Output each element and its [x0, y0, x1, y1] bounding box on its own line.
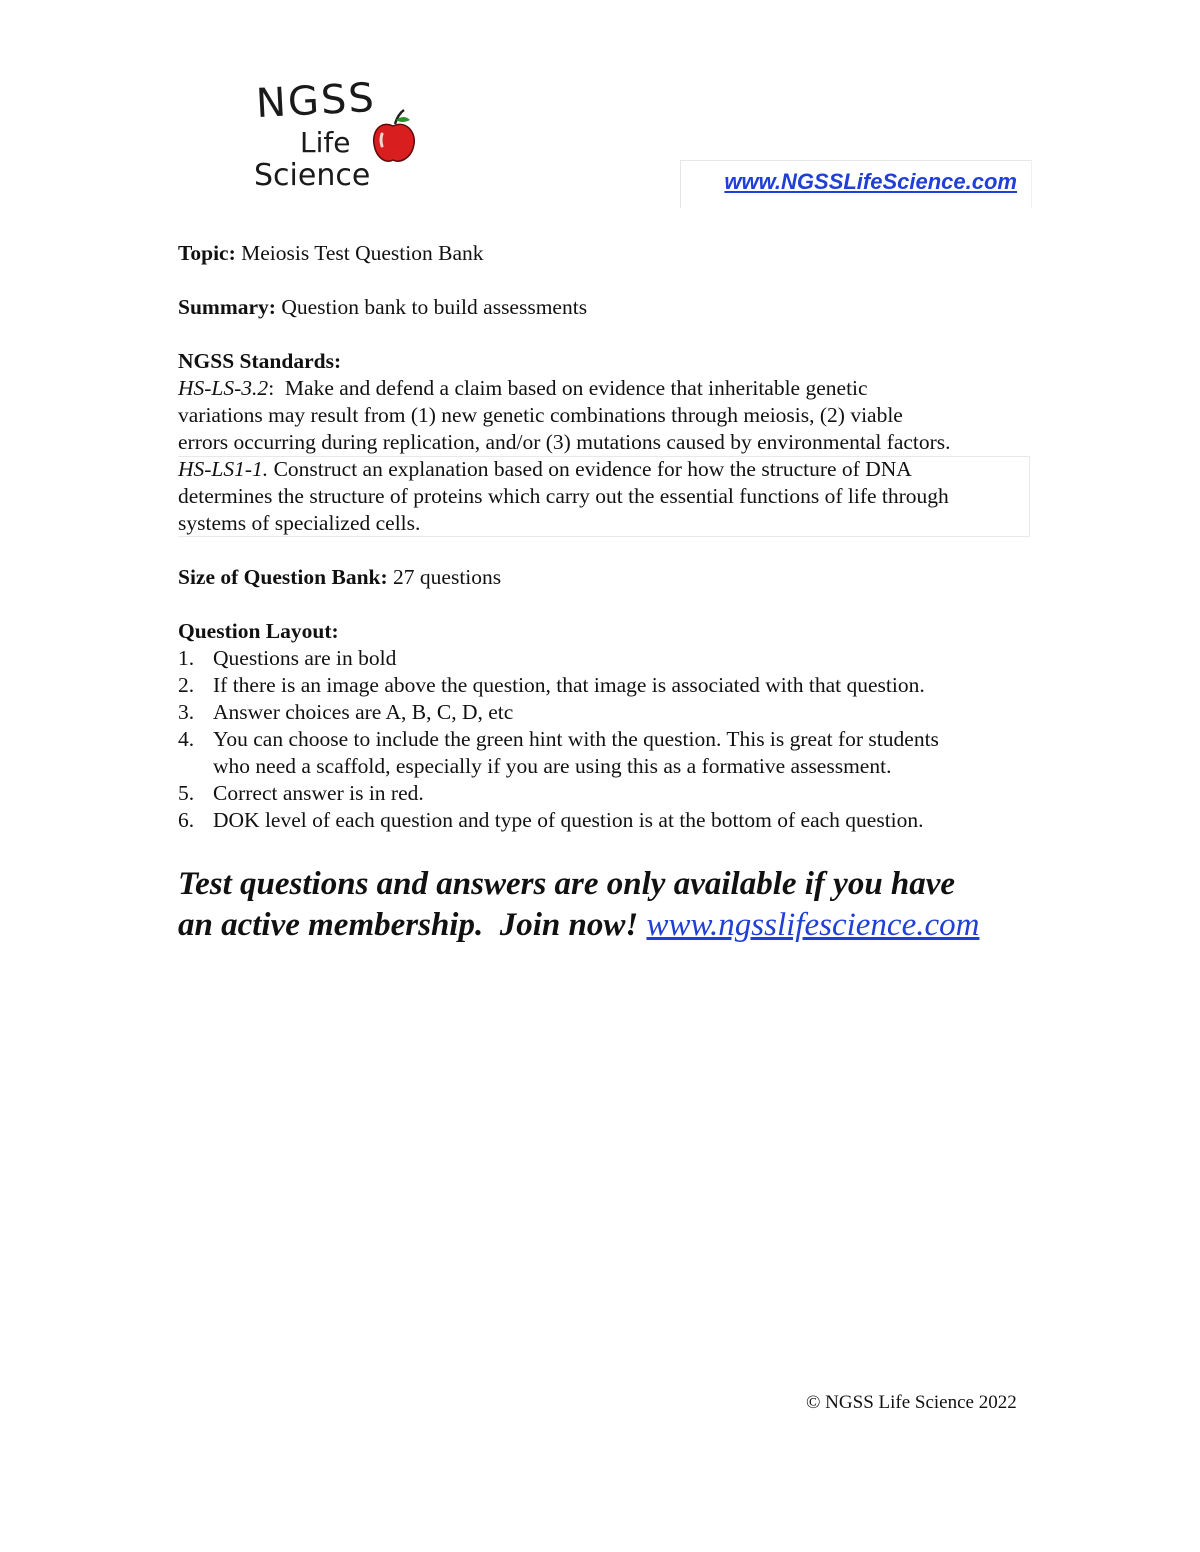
website-link[interactable]: www.NGSSLifeScience.com: [724, 169, 1017, 194]
list-item: 6. DOK level of each question and type of question is at the bottom of each question.: [178, 808, 924, 832]
topic-line: [178, 240, 1038, 267]
membership-callout: [178, 864, 1038, 946]
bank-size-value: 27 questions: [393, 565, 502, 589]
logo-text-ngss: NGSS: [254, 74, 377, 128]
layout-heading: Question Layout:: [178, 619, 339, 643]
logo-text-science: Science: [254, 158, 371, 193]
list-item: 2. If there is an image above the question, that image is associated with that question.: [178, 673, 925, 697]
bank-size-label: Size of Question Bank:: [178, 565, 388, 589]
website-box: [680, 160, 1032, 208]
list-item: 5. Correct answer is in red.: [178, 781, 424, 805]
ngss-logo: [250, 74, 430, 198]
list-item: 1. Questions are in bold: [178, 646, 397, 670]
standard-item: HS-LS1-1. Construct an explanation based on evidence for how the structure of DNA determines the structure of proteins which carry out the essential functions of life through systems of specialized cells.: [178, 457, 949, 535]
list-item: 3. Answer choices are A, B, C, D, etc: [178, 700, 514, 724]
apple-icon: [368, 108, 418, 168]
document-body: [178, 240, 1038, 946]
list-item: 4. You can choose to include the green hint with the question. This is great for students who need a scaffold, especially if you are using this as a formative assessment.: [178, 727, 939, 778]
callout-line-2: an active membership. Join now! www.ngsslifescience.com: [178, 907, 980, 943]
summary-line: [178, 294, 1038, 321]
standards-heading: NGSS Standards:: [178, 349, 342, 373]
topic-value: Meiosis Test Question Bank: [241, 241, 484, 265]
layout-list: [178, 645, 1038, 834]
summary-label: Summary:: [178, 295, 276, 319]
topic-label: Topic:: [178, 241, 236, 265]
summary-value: Question bank to build assessments: [281, 295, 588, 319]
standard-code: HS-LS-3.2: [178, 376, 269, 400]
standard-code: HS-LS1-1.: [178, 457, 269, 481]
standards-block: [178, 375, 1030, 537]
copyright-footer: © NGSS Life Science 2022: [806, 1392, 1017, 1413]
standard-item: HS-LS-3.2: Make and defend a claim based on evidence that inheritable genetic variations may result from (1) new genetic combinations through meiosis, (2) viable errors occurring during replication, and/or (3) mutations caused by environmental factors.: [178, 376, 951, 454]
membership-link[interactable]: www.ngsslifescience.com: [646, 907, 980, 943]
logo-text-life: Life: [300, 126, 351, 159]
bank-size-line: [178, 564, 1038, 591]
callout-line-1: Test questions and answers are only available if you have: [178, 866, 956, 902]
